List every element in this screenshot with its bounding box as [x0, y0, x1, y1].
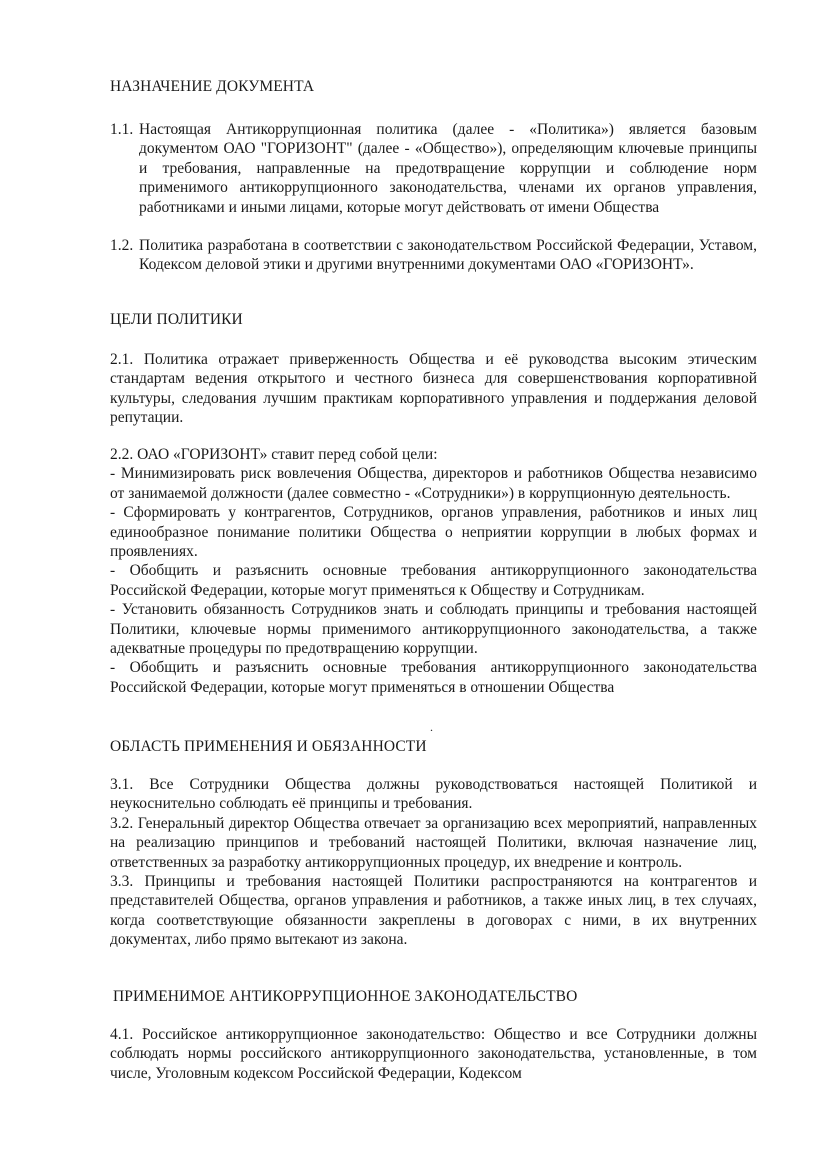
- paragraph-text: 4.1. Российское антикоррупционное законодательство: Общество и все Сотрудники должны соблюдать нормы российского антикоррупционного законодательства, установленные, в том числе, Уголовным кодексом Российской Федерации, Кодексом: [110, 1026, 757, 1082]
- section-3-body: [110, 775, 757, 950]
- goal-item: - Минимизировать риск вовлечения Общества, директоров и работников Общества независимо от занимаемой должности (далее совместно - «Сотрудники») в коррупционную деятельность.: [110, 465, 757, 502]
- clause-1-2: [110, 236, 757, 275]
- clause-1-1: [110, 120, 757, 217]
- paragraph-text: 2.1. Политика отражает приверженность Общества и её руководства высоким этическим стандартам ведения открытого и честного бизнеса для совершенствования корпоративной культуры, следования лучшим практикам корпоративного управления и поддержания деловой репутации.: [110, 351, 757, 427]
- section-heading-purpose: НАЗНАЧЕНИЕ ДОКУМЕНТА: [110, 78, 315, 95]
- clause-2-1: [110, 350, 757, 428]
- clause-number: 1.2.: [110, 237, 134, 254]
- section-heading-goals: ЦЕЛИ ПОЛИТИКИ: [110, 311, 243, 328]
- clause-text: Настоящая Антикоррупционная политика (далее - «Политика») является базовым документом ОАО "ГОРИЗОНТ" (далее - «Общество»), определяющим ключевые принципы и требования, направленные на предотвращение коррупции и соблюдение норм применимого антикоррупционного законодательства, членами их органов управления, работниками и иными лицами, которые могут действовать от имени Общества: [139, 121, 757, 216]
- paragraph-intro: 2.2. ОАО «ГОРИЗОНТ» ставит перед собой цели:: [110, 446, 438, 463]
- goal-item: - Сформировать у контрагентов, Сотрудников, органов управления, работников и иных лиц единообразное понимание политики Общества о неприятии коррупции в любых формах и проявлениях.: [110, 504, 757, 561]
- clause-3-2: 3.2. Генеральный директор Общества отвечает за организацию всех мероприятий, направленных на реализацию принципов и требований настоящей Политики, включая назначение лиц, ответственных за разработку антикоррупционных процедур, их внедрение и контроль.: [110, 814, 757, 871]
- section-heading-scope: ОБЛАСТЬ ПРИМЕНЕНИЯ И ОБЯЗАННОСТИ: [110, 738, 427, 755]
- stray-mark: .: [430, 720, 433, 734]
- goal-item: - Установить обязанность Сотрудников знать и соблюдать принципы и требования настоящей Политики, ключевые нормы применимого антикоррупционного законодательства, а также адекватные процедуры по предотвращению коррупции.: [110, 601, 757, 658]
- section-heading-legislation: ПРИМЕНИМОЕ АНТИКОРРУПЦИОННОЕ ЗАКОНОДАТЕЛЬСТВО: [113, 988, 578, 1005]
- clause-3-3: 3.3. Принципы и требования настоящей Политики распространяются на контрагентов и представителей Общества, органов управления и работников, а также иных лиц, в тех случаях, когда соответствующие обязанности закреплены в договорах с ними, в их внутренних документах, либо прямо вытекают из закона.: [110, 873, 757, 949]
- clause-3-1: 3.1. Все Сотрудники Общества должны руководствоваться настоящей Политикой и неукоснительно соблюдать её принципы и требования.: [110, 776, 757, 813]
- clause-text: Политика разработана в соответствии с законодательством Российской Федерации, Уставом, Кодексом деловой этики и другими внутренними документами ОАО «ГОРИЗОНТ».: [139, 237, 757, 274]
- clause-number: 1.1.: [110, 121, 134, 138]
- clause-4-1: [110, 1025, 757, 1083]
- goal-item: - Обобщить и разъяснить основные требования антикоррупционного законодательства Российской Федерации, которые могут применяться к Обществу и Сотрудникам.: [110, 562, 757, 599]
- clause-2-2: [110, 445, 757, 697]
- goal-item: - Обобщить и разъяснить основные требования антикоррупционного законодательства Российской Федерации, которые могут применяться в отношении Общества: [110, 659, 757, 696]
